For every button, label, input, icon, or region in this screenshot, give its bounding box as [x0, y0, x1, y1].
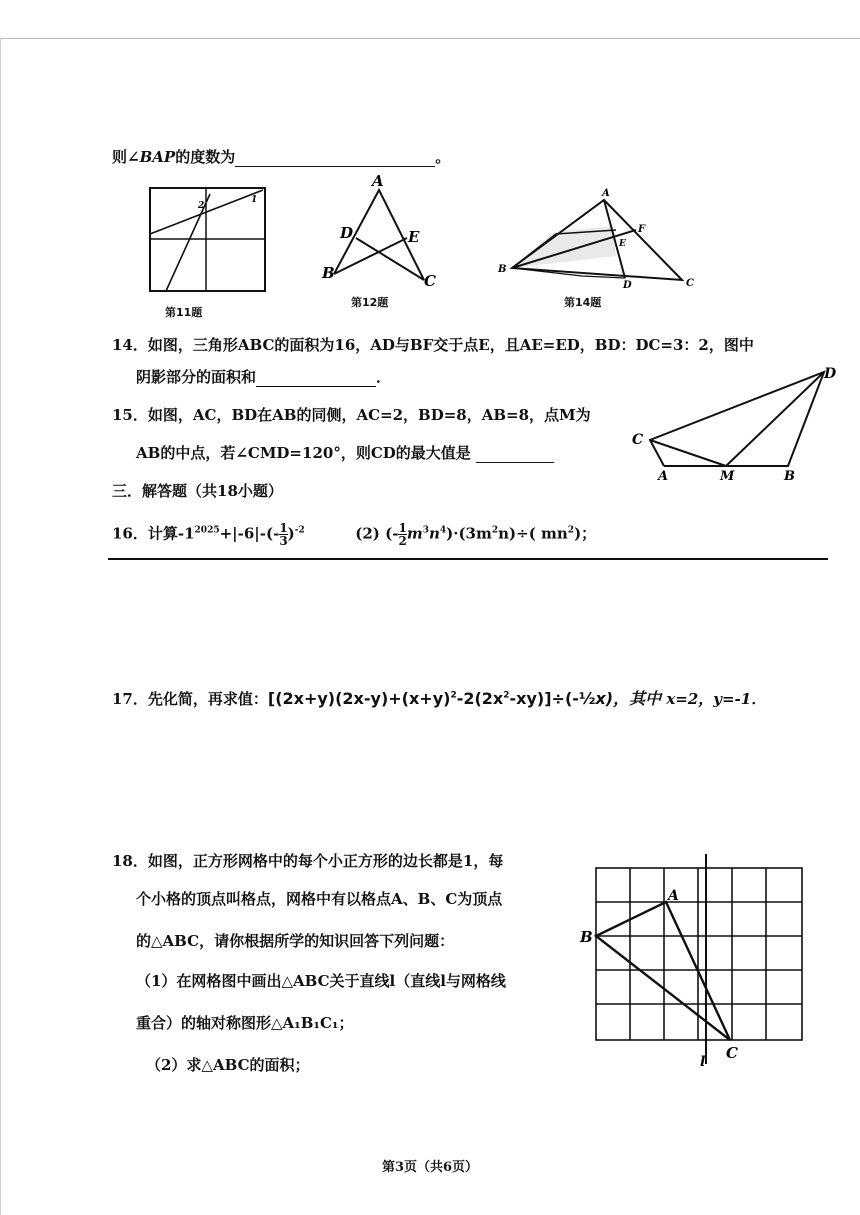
page-footer: 第3页（共6页）	[381, 1160, 479, 1175]
q18-line3: 的△ABC，请你根据所学的知识回答下列问题：	[136, 932, 455, 950]
q18-line1: 18．如图，正方形网格中的每个小正方形的边长都是1，每	[112, 852, 504, 870]
figure-12	[322, 172, 440, 290]
q14-line2: 阴影部分的面积和 ．	[136, 368, 392, 386]
fig14-label-C: C	[686, 278, 694, 289]
fig12-label-B: B	[322, 264, 335, 282]
fig11-label-1: 1	[251, 195, 258, 205]
fig12-label-C: C	[424, 272, 436, 290]
figure-15	[628, 364, 838, 482]
figure-18	[580, 852, 820, 1082]
q13-tail: 则∠BAP的度数为 。	[112, 148, 451, 166]
q18-line4: （1）在网格图中画出△ABC关于直线l（直线l与网格线	[136, 972, 506, 990]
fig18-label-l: l	[700, 1054, 706, 1070]
figure-11	[148, 186, 268, 296]
fig14-label-A: A	[602, 188, 610, 199]
top-border	[0, 38, 860, 39]
left-border	[0, 38, 1, 1215]
fig12-caption: 第12题	[351, 296, 389, 309]
q14-line1: 14．如图，三角形ABC的面积为16，AD与BF交于点E，且AE=ED，BD：DC=3：2，图中	[112, 336, 754, 354]
fig15-label-M: M	[720, 469, 735, 484]
q18-line2: 个小格的顶点叫格点，网格中有以格点A、B、C为顶点	[136, 890, 503, 908]
fig12-label-A: A	[372, 172, 384, 190]
fig14-label-F: F	[638, 224, 646, 235]
fig15-label-C: C	[632, 432, 644, 448]
section-3-title: 三．解答题（共18小题）	[112, 482, 283, 500]
fig15-label-B: B	[784, 469, 795, 484]
q15-line1: 15．如图，AC，BD在AB的同侧，AC=2，BD=8，AB=8，点M为	[112, 406, 591, 424]
fig15-label-A: A	[658, 469, 669, 484]
fig14-label-D: D	[623, 280, 632, 291]
fig14-label-E: E	[619, 239, 626, 249]
fig18-label-B: B	[580, 928, 593, 946]
q15-line2: AB的中点，若∠CMD=120°，则CD的最大值是	[136, 442, 554, 463]
q18-line5: 重合）的轴对称图形△A₁B₁C₁；	[136, 1014, 354, 1032]
fig15-label-D: D	[824, 366, 837, 382]
fig18-label-C: C	[726, 1044, 738, 1062]
q18-line6: （2）求△ABC的面积；	[146, 1056, 310, 1074]
fig11-label-2: 2	[198, 201, 205, 211]
fig18-label-A: A	[668, 888, 679, 904]
fig12-label-E: E	[408, 228, 420, 246]
q17: 17．先化简，再求值：$[(2x+y)(2x-y)+(x+y)^2-2(2x^2-xy)]\div(-\frac{1}{2}x)$，其中 x=2，y=-1．	[112, 689, 767, 708]
fig11-caption: 第11题	[165, 306, 203, 319]
fig14-label-B: B	[498, 264, 507, 275]
q16: 16．计算$-1^{2025}+|-6|-(-\frac{1}{3})^{-2}$ (2) $(-\frac{1}{2}m^3n^4)\cdot(3m^2n)\div$( $mn^2$)；	[112, 521, 597, 548]
figure-14	[492, 188, 702, 291]
fig14-caption: 第14题	[564, 296, 602, 309]
fig12-label-D: D	[340, 224, 354, 242]
divider-line	[108, 558, 828, 560]
